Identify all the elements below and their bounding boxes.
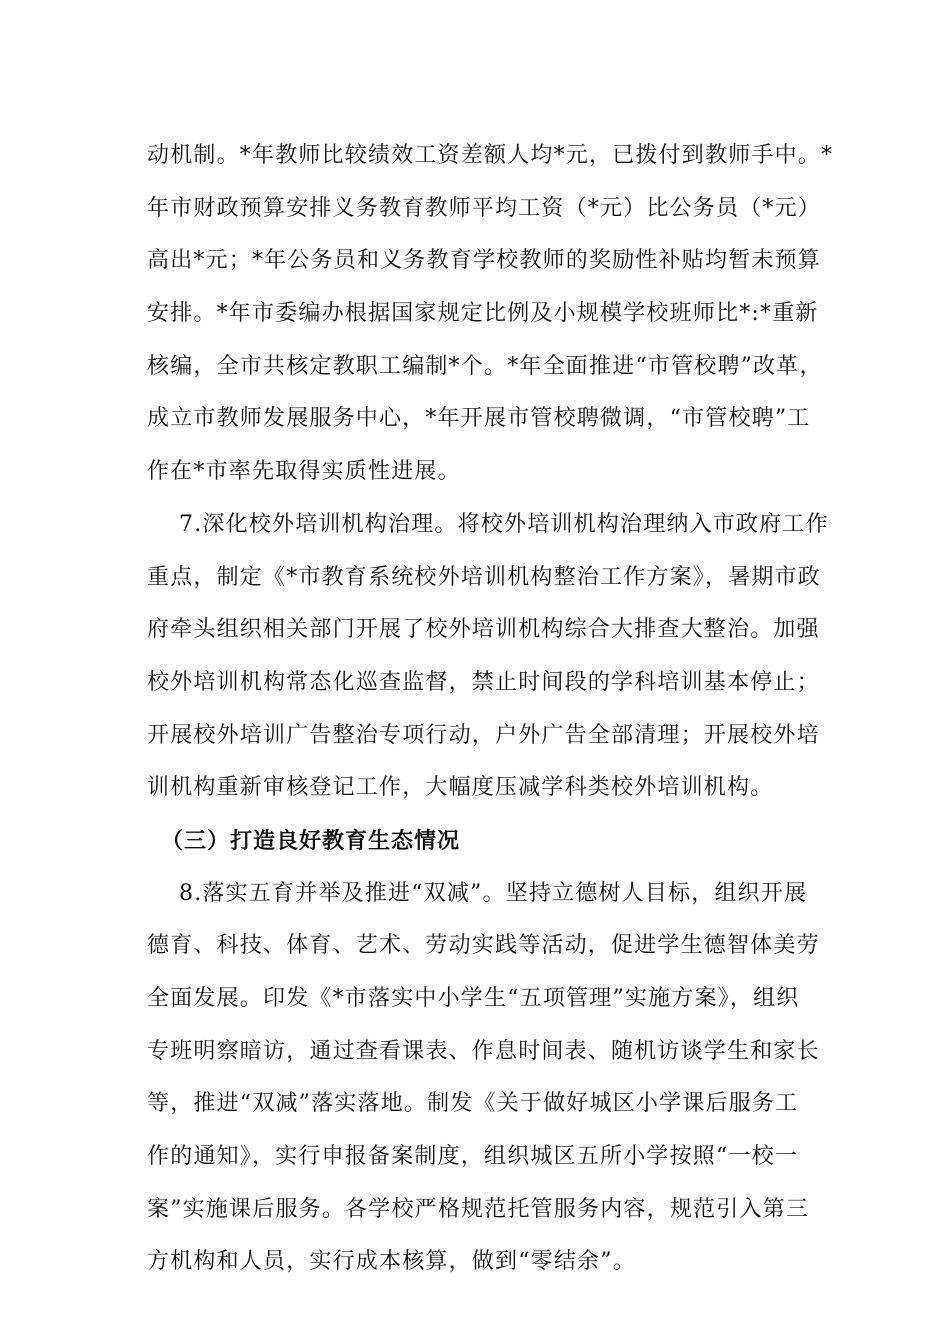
body-text-line: 成立市教师发展服务中心，*年开展市管校聘微调，“市管校聘”工	[147, 406, 811, 432]
body-text-line: 专班明察暗访，通过查看课表、作息时间表、随机访谈学生和家长	[147, 1038, 820, 1064]
body-text-line: 全面发展。印发《*市落实中小学生“五项管理”实施方案》，组织	[147, 986, 800, 1011]
paragraph-7-first-line: 7.深化校外培训机构治理。将校外培训机构治理纳入市政府工作	[179, 511, 829, 537]
body-text-line: 校外培训机构常态化巡查监督，禁止时间段的学科培训基本停止；	[147, 669, 820, 695]
body-text-line: 德育、科技、体育、艺术、劳动实践等活动，促进学生德智体美劳	[147, 933, 820, 959]
body-text-line: 动机制。*年教师比较绩效工资差额人均*元，已拨付到教师手中。*	[147, 143, 834, 168]
section-heading: （三）打造良好教育生态情况	[161, 827, 461, 854]
body-text-line: 案”实施课后服务。各学校严格规范托管服务内容，规范引入第三	[147, 1196, 810, 1222]
body-text-line: 年市财政预算安排义务教育教师平均工资（*元）比公务员（*元）	[147, 195, 822, 221]
body-text-line: 核编，全市共核定教职工编制*个。*年全面推进“市管校聘”改革，	[147, 353, 823, 379]
paragraph-8-first-line: 8.落实五育并举及推进“双减”。坚持立德树人目标，组织开展	[179, 880, 808, 906]
body-text-line: 安排。*年市委编办根据国家规定比例及小规模学校班师比*:*重新	[147, 301, 819, 327]
body-text-line: 方机构和人员，实行成本核算，做到“零结余”。	[147, 1249, 636, 1275]
document-body	[147, 130, 834, 1289]
body-text-line: 开展校外培训广告整治专项行动，户外广告全部清理；开展校外培	[147, 722, 820, 748]
body-text-line: 府牵头组织相关部门开展了校外培训机构综合大排查大整治。加强	[147, 617, 820, 643]
body-text-line: 高出*元；*年公务员和义务教育学校教师的奖励性补贴均暂未预算	[147, 248, 822, 274]
body-text-line: 作在*市率先取得实质性进展。	[147, 459, 461, 485]
body-text-line: 重点，制定《*市教育系统校外培训机构整治工作方案》，暑期市政	[147, 564, 822, 590]
body-text-line: 等，推进“双减”落实落地。制发《关于做好城区小学课后服务工	[147, 1091, 799, 1117]
body-text-line: 作的通知》，实行申报备案制度，组织城区五所小学按照“一校一	[147, 1144, 799, 1170]
body-text-line: 训机构重新审核登记工作，大幅度压减学科类校外培训机构。	[147, 775, 774, 801]
